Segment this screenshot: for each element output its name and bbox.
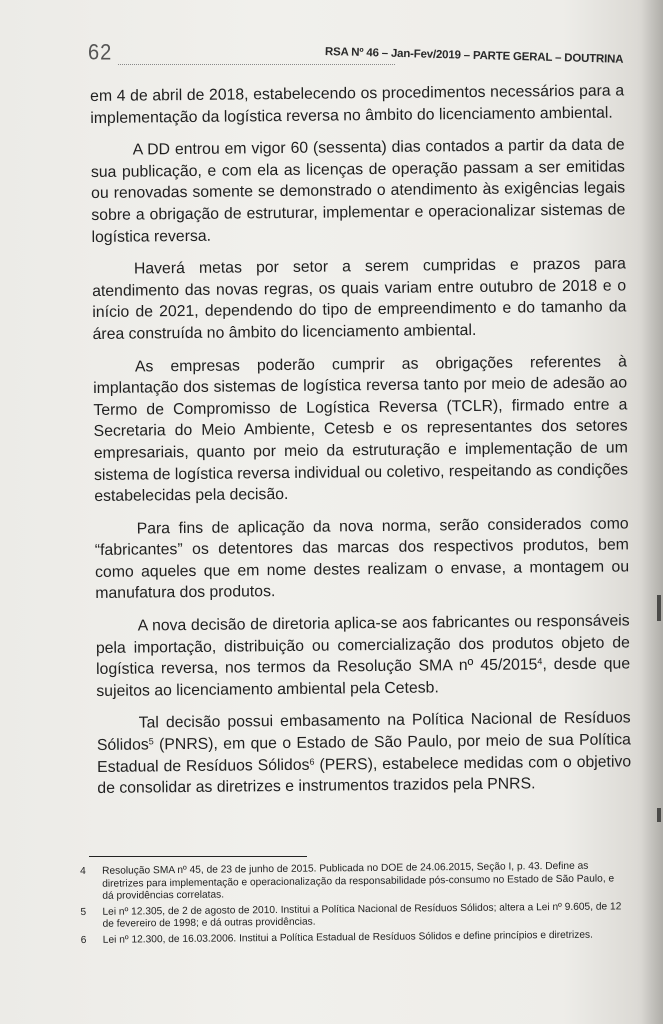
- paragraph-7-part3: (PERS), estabelece medidas com o objetivo de consolidar as diretrizes e instrumentos trazidos pela PNRS.: [97, 752, 632, 798]
- paragraph-6-tail: , desde que sujeitos ao licenciamento ambiental pela Cetesb.: [96, 655, 631, 700]
- footnotes: [80, 860, 629, 950]
- paragraph-6: [96, 610, 631, 702]
- page-edge-mark: [657, 595, 661, 621]
- paragraph-3: Haverá metas por setor a serem cumpridas e prazos para atendimento das novas regras, os quais variam entre outubro de 2018 e o início de 2021, dependendo do tipo de empreendimento e do tamanho da área construída no âmbito do licenciamento ambiental.: [92, 255, 627, 343]
- footnote-text: Lei nº 12.305, de 2 de agosto de 2010. Institui a Política Nacional de Resíduos Sólidos; altera a Lei nº 9.605, de 12 de fevereiro de 1998; e dá outras providências.: [102, 901, 622, 931]
- page-number: 62: [88, 40, 113, 66]
- article-body: [90, 80, 632, 810]
- paragraph-7: [97, 708, 632, 800]
- footnote-separator: [89, 856, 307, 857]
- footnote-5: [80, 901, 628, 932]
- footnote-number: 6: [80, 934, 87, 946]
- footnote-4: [80, 860, 628, 904]
- footnote-number: 4: [80, 865, 86, 877]
- running-head: RSA Nº 46 – Jan-Fev/2019 – PARTE GERAL – DOUTRINA: [324, 46, 624, 66]
- header-dotted-rule: [118, 64, 395, 65]
- paragraph-7-part1: Tal decisão possui embasamento na Política Nacional de Resíduos Sólidos: [96, 709, 631, 754]
- footnote-6: [81, 929, 629, 947]
- paragraph-2: A DD entrou em vigor 60 (sessenta) dias contados a partir da data de sua publicação, e com ela as licenças de operação passam a ser emitidas ou renovadas somente se demonstrado o atendimento às exigências legais sobre a obrigação de estruturar, implementar e operacionalizar sistemas de logística reversa.: [90, 136, 626, 246]
- footnote-number: 5: [80, 906, 87, 918]
- page-edge-shadow: [641, 0, 663, 1024]
- paragraph-5: Para fins de aplicação da nova norma, serão considerados como “fabricantes” os detentores das marcas dos respectivos produtos, bem como aqueles que em nome destes realizam o envase, a montagem ou manufatura dos produtos.: [94, 515, 630, 603]
- page-header: [88, 38, 623, 68]
- footnote-ref-6: 6: [309, 756, 315, 767]
- paragraph-4: As empresas poderão cumprir as obrigações referentes à implantação dos sistemas de logística reversa tanto por meio de adesão ao Termo de Compromisso de Logística Reversa (TCLR), firmado entre a Secretaria do Meio Ambiente, Cetesb e os representantes dos setores empresariais, quanto por meio da estruturação e implementação de um sistema de logística reversa individual ou coletivo, respeitando as condições estabelecidas pela decisão.: [93, 352, 629, 506]
- paragraph-6-text: A nova decisão de diretoria aplica-se aos fabricantes ou responsáveis pela importação, distribuição ou comercialização dos produtos objeto de logística reversa, nos termos da Resolução SMA nº 45/2015: [95, 612, 630, 679]
- footnote-ref-4: 4: [537, 656, 543, 667]
- footnote-ref-5: 5: [148, 736, 154, 747]
- page-edge-mark: [657, 808, 661, 822]
- paragraph-1: em 4 de abril de 2018, estabelecendo os procedimentos necessários para a implementação da logística reversa no âmbito do licenciamento ambiental.: [90, 82, 625, 127]
- footnote-text: Lei nº 12.300, de 16.03.2006. Institui a Política Estadual de Resíduos Sólidos e define princípios e diretrizes.: [102, 929, 594, 946]
- paragraph-7-part2: (PNRS), em que o Estado de São Paulo, por meio de sua Política Estadual de Resíduos Sólidos: [97, 731, 631, 776]
- footnote-text: Resolução SMA nº 45, de 23 de junho de 2015. Publicada no DOE de 24.06.2015, Seção I, p. 43. Define as diretrizes para implementação e operacionalização da responsabilidade pós-consumo no Estado de São Paulo, e dá providências correlatas.: [101, 860, 615, 902]
